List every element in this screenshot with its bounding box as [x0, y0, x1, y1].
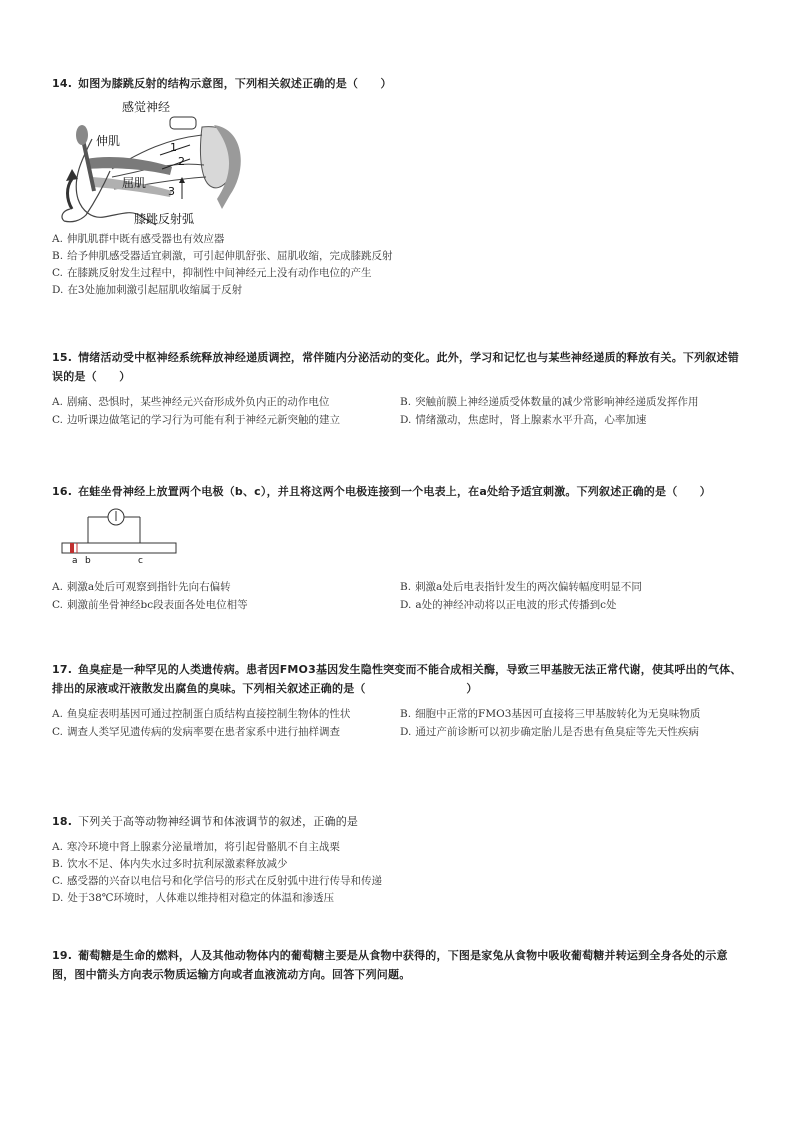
option-a[interactable]: A. 刺激a处后可观察到指针先向右偏转 [52, 581, 231, 593]
knee-jerk-reflex-diagram [52, 99, 252, 229]
sciatic-nerve-electrode-diagram [60, 507, 180, 565]
question-number: 15. [52, 351, 73, 364]
question-17-stem [52, 660, 744, 698]
option-c[interactable]: C. 刺激前坐骨神经bc段表面各处电位相等 [52, 599, 248, 611]
option-b[interactable]: B. 饮水不足、体内失水过多时抗利尿激素释放减少 [52, 858, 288, 870]
movement-arrowhead [66, 169, 78, 181]
question-18-stem [52, 812, 744, 831]
question-16-options [52, 579, 744, 614]
question-number: 19. [52, 949, 73, 962]
question-15-stem [52, 348, 744, 386]
option-d[interactable]: D. 通过产前诊断可以初步确定胎儿是否患有鱼臭症等先天性疾病 [400, 726, 699, 738]
question-text: 如图为膝跳反射的结构示意图，下列相关叙述正确的是（ ） [78, 77, 392, 90]
label-c: c [138, 556, 143, 565]
option-b[interactable]: B. 细胞中正常的FMO3基因可直接将三甲基胺转化为无臭味物质 [400, 708, 701, 720]
question-16-stem [52, 482, 744, 501]
question-text: 葡萄糖是生命的燃料，人及其他动物体内的葡萄糖主要是从食物中获得的，下图是家兔从食物中吸收葡萄糖并转运到全身各处的示意图，图中箭头方向表示物质运输方向或者血液流动方向。回答下列问题。 [52, 949, 728, 981]
label-sensory-nerve: 感觉神经 [122, 100, 171, 114]
question-18-options [52, 839, 744, 907]
reflex-hammer-head [76, 125, 88, 145]
question-text: 情绪活动受中枢神经系统释放神经递质调控，常伴随内分泌活动的变化。此外，学习和记忆也与某些神经递质的释放有关。下列叙述错误的是（ ） [52, 351, 739, 383]
option-d[interactable]: D. 在3处施加刺激引起屈肌收缩属于反射 [52, 284, 243, 296]
label-a: a [72, 556, 78, 565]
question-18 [52, 812, 744, 907]
question-text: 在蛙坐骨神经上放置两个电极（b、c），并且将这两个电极连接到一个电表上，在a处给予适宜刺激。下列叙述正确的是（ ） [78, 485, 712, 498]
option-c[interactable]: C. 边听课边做笔记的学习行为可能有利于神经元新突触的建立 [52, 414, 340, 426]
option-b[interactable]: B. 给予伸肌感受器适宜刺激，可引起伸肌舒张、屈肌收缩，完成膝跳反射 [52, 250, 393, 262]
question-16 [52, 482, 744, 614]
option-a[interactable]: A. 伸肌肌群中既有感受器也有效应器 [52, 233, 225, 245]
extensor-muscle [86, 157, 172, 175]
option-a[interactable]: A. 鱼臭症表明基因可通过控制蛋白质结构直接控制生物体的性状 [52, 708, 351, 720]
question-14-stem [52, 74, 744, 93]
option-c[interactable]: C. 在膝跳反射发生过程中，抑制性中间神经元上没有动作电位的产生 [52, 267, 372, 279]
option-c[interactable]: C. 感受器的兴奋以电信号和化学信号的形式在反射弧中进行传导和传递 [52, 875, 382, 887]
option-c[interactable]: C. 调查人类罕见遗传病的发病率要在患者家系中进行抽样调查 [52, 726, 340, 738]
sensory-nerve-box [170, 117, 196, 129]
question-15 [52, 348, 744, 429]
option-b[interactable]: B. 突触前膜上神经递质受体数量的减少常影响神经递质发挥作用 [400, 396, 699, 408]
option-d[interactable]: D. a处的神经冲动将以正电波的形式传播到c处 [400, 599, 617, 611]
option-a[interactable]: A. 寒冷环境中肾上腺素分泌量增加，将引起骨骼肌不自主战栗 [52, 841, 340, 853]
question-14 [52, 74, 744, 299]
foot-outline [62, 209, 70, 221]
question-14-options [52, 231, 744, 299]
question-number: 17. [52, 663, 73, 676]
question-number: 16. [52, 485, 73, 498]
label-reflex-arc: 膝跳反射弧 [134, 212, 195, 226]
question-text: 鱼臭症是一种罕见的人类遗传病。患者因FMO3基因发生隐性突变而不能合成相关酶，导致三甲基胺无法正常代谢，使其呼出的气体、排出的尿液或汗液散发出腐鱼的臭味。下列相关叙述正确的是（ ） [52, 663, 742, 695]
question-text: 下列关于高等动物神经调节和体液调节的叙述，正确的是 [78, 815, 359, 828]
label-1: 1 [170, 141, 177, 154]
question-17 [52, 660, 744, 741]
question-number: 14. [52, 77, 73, 90]
question-15-options [52, 394, 744, 429]
option-d[interactable]: D. 情绪激动，焦虑时，肾上腺素水平升高，心率加速 [400, 414, 647, 426]
stimulus-site-a [70, 543, 74, 553]
option-d[interactable]: D. 处于38℃环境时，人体难以维持相对稳定的体温和渗透压 [52, 892, 334, 904]
question-17-options [52, 706, 744, 741]
question-19-stem [52, 946, 744, 984]
label-2: 2 [178, 155, 185, 168]
label-b: b [85, 556, 91, 565]
nerve-fiber [62, 543, 176, 553]
movement-arrow [68, 179, 73, 209]
label-3: 3 [168, 185, 175, 198]
label-extensor: 伸肌 [96, 134, 121, 148]
label-flexor: 屈肌 [122, 176, 147, 190]
option-b[interactable]: B. 刺激a处后电表指针发生的两次偏转幅度明显不同 [400, 581, 642, 593]
question-number: 18. [52, 815, 73, 828]
question-19 [52, 946, 744, 984]
option-a[interactable]: A. 剧痛、恐惧时，某些神经元兴奋形成外负内正的动作电位 [52, 396, 330, 408]
